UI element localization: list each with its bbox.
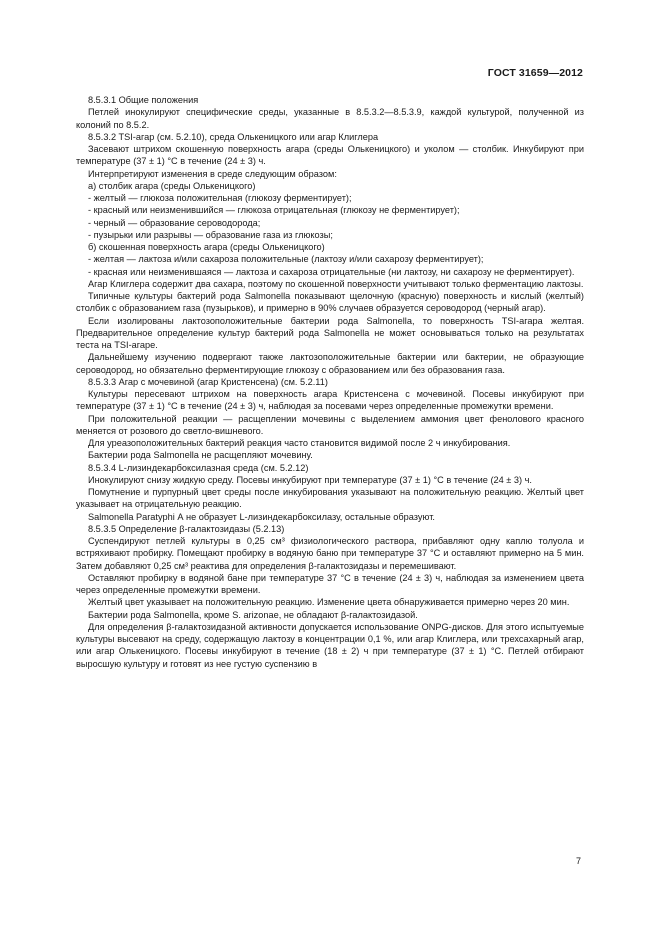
paragraph: 8.5.3.1 Общие положения	[88, 95, 199, 105]
document-body	[76, 94, 584, 670]
paragraph: Инокулируют снизу жидкую среду. Посевы инкубируют при температуре (37 ± 1) °С в течение (24 ± 3) ч.	[88, 474, 532, 485]
paragraph: Культуры пересевают штрихом на поверхность агара Кристенсена с мочевиной. Посевы инкубируют при температуре (37 ± 1) °С в течение (24 ± 3) ч, наблюдая за посевами через определенные промежутки времени.	[76, 389, 584, 412]
document-id: ГОСТ 31659—2012	[487, 67, 583, 79]
paragraph: Агар Клиглера содержит два сахара, поэтому по скошенной поверхности учитывают только ферментацию лактозы.	[88, 278, 584, 289]
paragraph: Желтый цвет указывает на положительную реакцию. Изменение цвета обнаруживается примерно через 20 мин.	[88, 597, 570, 608]
paragraph: При положительной реакции — расщеплении мочевины с выделением аммония цвет фенолового красного меняется от розового до светло-вишневого.	[76, 413, 584, 436]
paragraph: Петлей инокулируют специфические среды, указанные в 8.5.3.2—8.5.3.9, каждой культурой, полученной из колоний по 8.5.2.	[76, 107, 584, 130]
paragraph: - желтый — глюкоза положительная (глюкозу ферментирует);	[88, 193, 352, 203]
paragraph: Дальнейшему изучению подвергают также лактозоположительные бактерии или бактерии, не образующие сероводород, но обязательно ферментирующие глюкозу с образованием или без образования газа.	[76, 352, 584, 375]
paragraph: Интерпретируют изменения в среде следующим образом:	[88, 168, 337, 179]
paragraph: 8.5.3.4 L-лизиндекарбоксилазная среда (см. 5.2.12)	[88, 462, 309, 473]
paragraph: а) столбик агара (среды Олькеницкого)	[88, 180, 256, 191]
paragraph: Для уреазоположительных бактерий реакция часто становится видимой после 2 ч инкубирования.	[88, 438, 511, 448]
paragraph: Засевают штрихом скошенную поверхность агара (среды Олькеницкого) и уколом — столбик. Инкубируют при температуре (37 ± 1) °С в течение (24 ± 3) ч.	[76, 144, 584, 167]
paragraph: 8.5.3.5 Определение β-галактозидазы (5.2.13)	[88, 523, 285, 534]
paragraph: 8.5.3.3 Агар с мочевиной (агар Кристенсена) (см. 5.2.11)	[88, 376, 328, 387]
paragraph: Бактерии рода Salmonella не расщепляют мочевину.	[88, 450, 313, 461]
paragraph: - красная или неизменившаяся — лактоза и сахароза отрицательные (ни лактозу, ни сахарозу не ферментирует).	[88, 266, 575, 277]
paragraph: 8.5.3.2 TSI-агар (см. 5.2.10), среда Олькеницкого или агар Клиглера	[88, 131, 379, 142]
paragraph: Помутнение и пурпурный цвет среды после инкубирования указывают на положительную реакцию. Желтый цвет указывает на отрицательную реакцию.	[76, 487, 584, 510]
paragraph: - черный — образование сероводорода;	[88, 217, 261, 228]
paragraph: Типичные культуры бактерий рода Salmonella показывают щелочную (красную) поверхность и кислый (желтый) столбик с образованием газа (пузырьков), и примерно в 90% случаев образуется сероводород (черный агар).	[76, 291, 584, 314]
paragraph: Оставляют пробирку в водяной бане при температуре 37 °С в течение (24 ± 3) ч, наблюдая за изменением цвета через определенные промежутки времени.	[76, 572, 584, 595]
paragraph: - желтая — лактоза и/или сахароза положительные (лактозу и/или сахарозу ферментирует);	[88, 254, 484, 265]
paragraph: - красный или неизменившийся — глюкоза отрицательная (глюкозу не ферментирует);	[88, 205, 460, 216]
paragraph: Суспендируют петлей культуры в 0,25 см³ физиологического раствора, прибавляют одну каплю толуола и встряхивают пробирку. Помещают пробирку в водяную баню при температуре 37 °С и оставляют примерно на 5 мин. Затем добавляют 0,25 см³ реактива для определения β-галактозидазы и перемешивают.	[76, 536, 584, 571]
paragraph: Salmonella Paratyphi А не образует L-лизиндекарбоксилазу, остальные образуют.	[88, 511, 435, 522]
paragraph: Для определения β-галактозидазной активности допускается использование ONPG-дисков. Для этого испытуемые культуры высевают на среду, содержащую лактозу в концентрации 0,1 %, или агар Клиглера, или трехсахарный агар, или агар Олькеницкого. Посевы инкубируют в течение (18 ± 2) ч при температуре (37 ± 1) °С. Петлей отбирают выросшую культуру и готовят из нее густую суспензию в	[76, 621, 584, 669]
page-number: 7	[575, 856, 581, 866]
paragraph: б) скошенная поверхность агара (среды Олькеницкого)	[88, 242, 325, 252]
paragraph: Бактерии рода Salmonella, кроме S. arizonae, не обладают β-галактозидазой.	[88, 609, 418, 620]
paragraph: Если изолированы лактозоположительные бактерии рода Salmonella, то поверхность TSI-агара желтая. Предварительное определение культур бактерий рода Salmonella не может основываться только на результатах теста на TSI-агаре.	[76, 315, 584, 350]
paragraph: - пузырьки или разрывы — образование газа из глюкозы;	[88, 229, 333, 240]
